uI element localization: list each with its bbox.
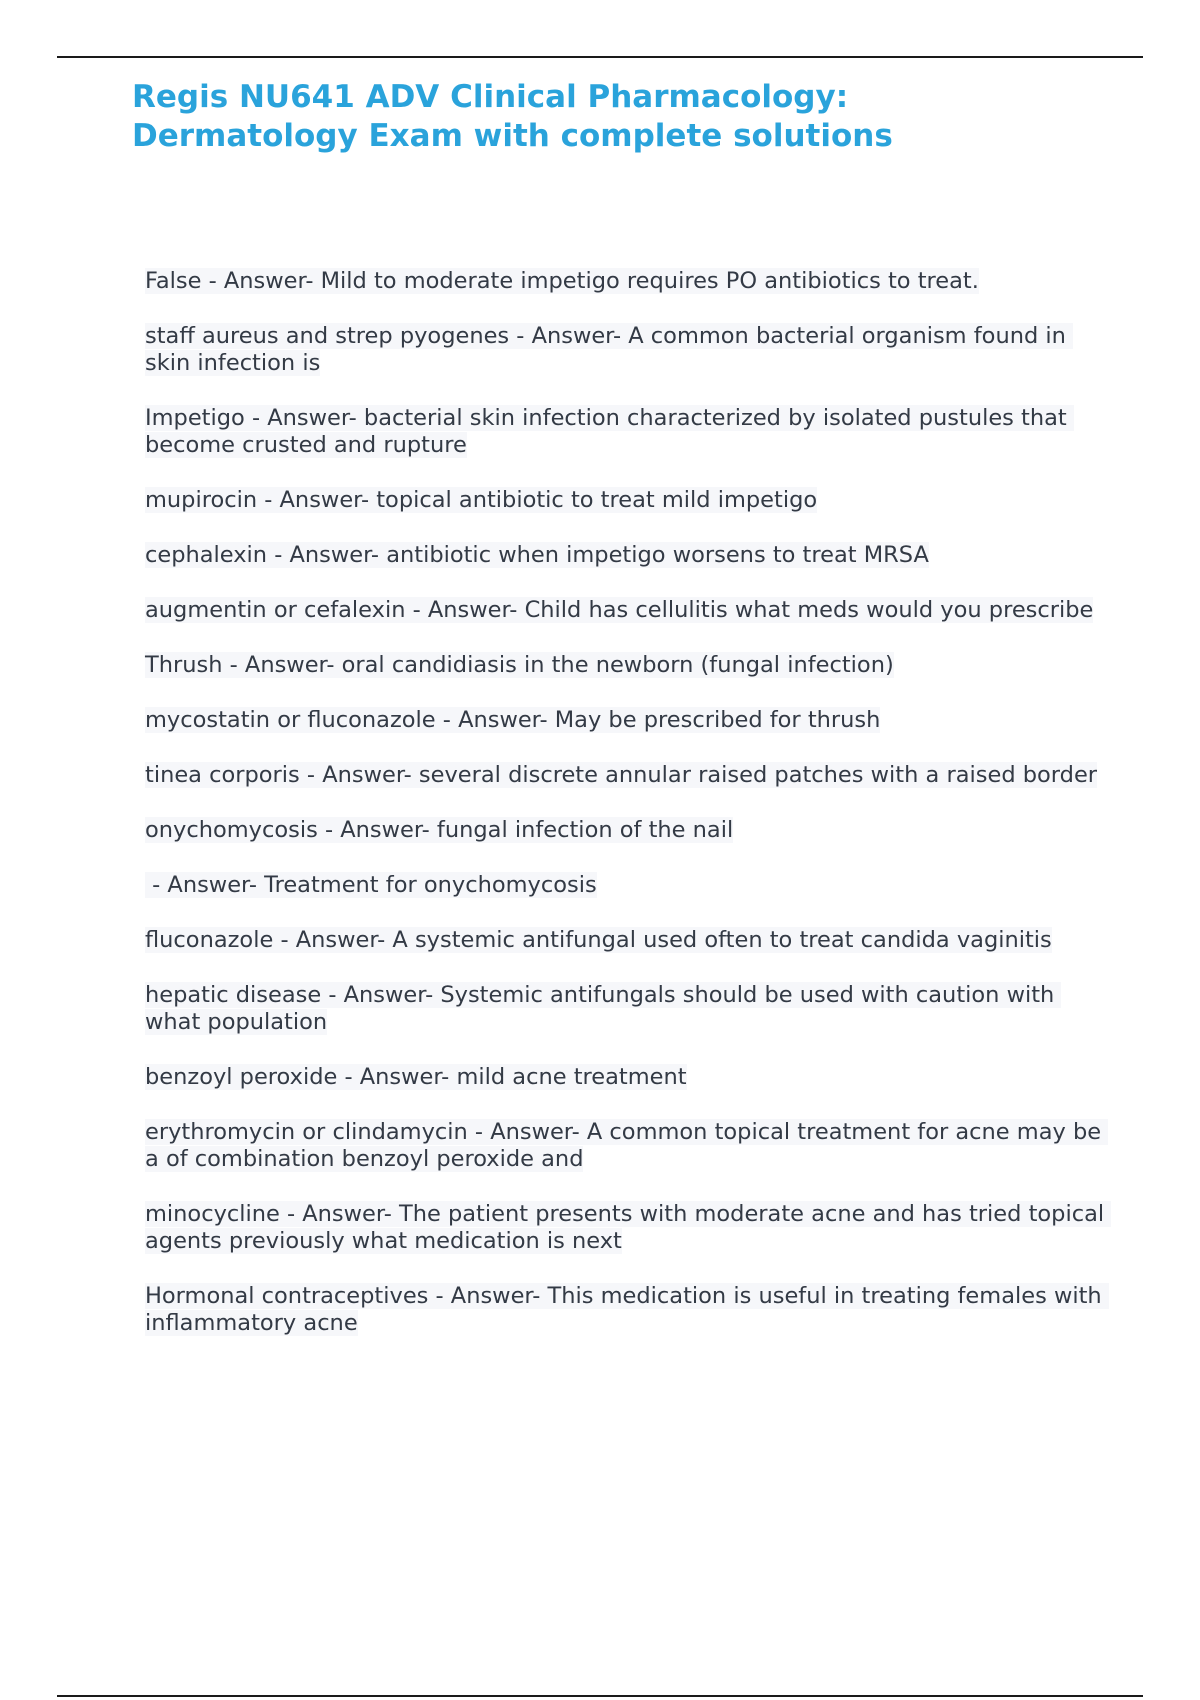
bottom-rule [57,1695,1143,1697]
qa-text: False - Answer- Mild to moderate impetigo requires PO antibiotics to treat. [145,268,979,294]
qa-text: benzoyl peroxide - Answer- mild acne treatment [145,1064,687,1090]
qa-item [145,762,1105,789]
qa-text: tinea corporis - Answer- several discrete annular raised patches with a raised border [145,762,1098,788]
qa-text: minocycline - Answer- The patient presents with moderate acne and has tried topical agents previously what medication is next [145,1201,1112,1254]
qa-item [145,1283,1109,1337]
qa-item [145,542,1105,569]
document-title [132,78,1092,156]
qa-item [145,652,1105,679]
qa-text: staff aureus and strep pyogenes - Answer- A common bacterial organism found in skin infection is [145,323,1074,376]
qa-text: Impetigo - Answer- bacterial skin infection characterized by isolated pustules that become crusted and rupture [145,405,1074,458]
qa-text: Hormonal contraceptives - Answer- This medication is useful in treating females with inflammatory acne [145,1283,1109,1336]
qa-text: cephalexin - Answer- antibiotic when impetigo worsens to treat MRSA [145,542,929,568]
qa-text: - Answer- Treatment for onychomycosis [145,872,597,898]
title-line-2: Dermatology Exam with complete solutions [132,118,893,154]
qa-text: mupirocin - Answer- topical antibiotic to treat mild impetigo [145,487,818,513]
qa-text: hepatic disease - Answer- Systemic antifungals should be used with caution with what population [145,982,1062,1035]
qa-item [145,982,1105,1036]
qa-item [145,707,1105,734]
top-rule [57,56,1143,58]
qa-text: Thrush - Answer- oral candidiasis in the newborn (fungal infection) [145,652,894,678]
qa-item [145,323,1105,377]
qa-item [145,268,1105,295]
qa-item [145,927,1105,954]
qa-list [145,268,1112,1365]
qa-item [145,405,1105,459]
qa-item [145,1119,1109,1173]
qa-item [145,817,1105,844]
qa-item [145,597,1105,624]
qa-item [145,872,1105,899]
title-line-1: Regis NU641 ADV Clinical Pharmacology: [132,79,849,115]
qa-text: erythromycin or clindamycin - Answer- A common topical treatment for acne may be a of combination benzoyl peroxide and [145,1119,1109,1172]
qa-item [145,1064,1105,1091]
qa-text: mycostatin or fluconazole - Answer- May be prescribed for thrush [145,707,881,733]
qa-item [145,1201,1112,1255]
qa-text: augmentin or cefalexin - Answer- Child has cellulitis what meds would you prescribe [145,597,1094,623]
qa-text: onychomycosis - Answer- fungal infection of the nail [145,817,734,843]
qa-text: fluconazole - Answer- A systemic antifungal used often to treat candida vaginitis [145,927,1052,953]
qa-item [145,487,1105,514]
